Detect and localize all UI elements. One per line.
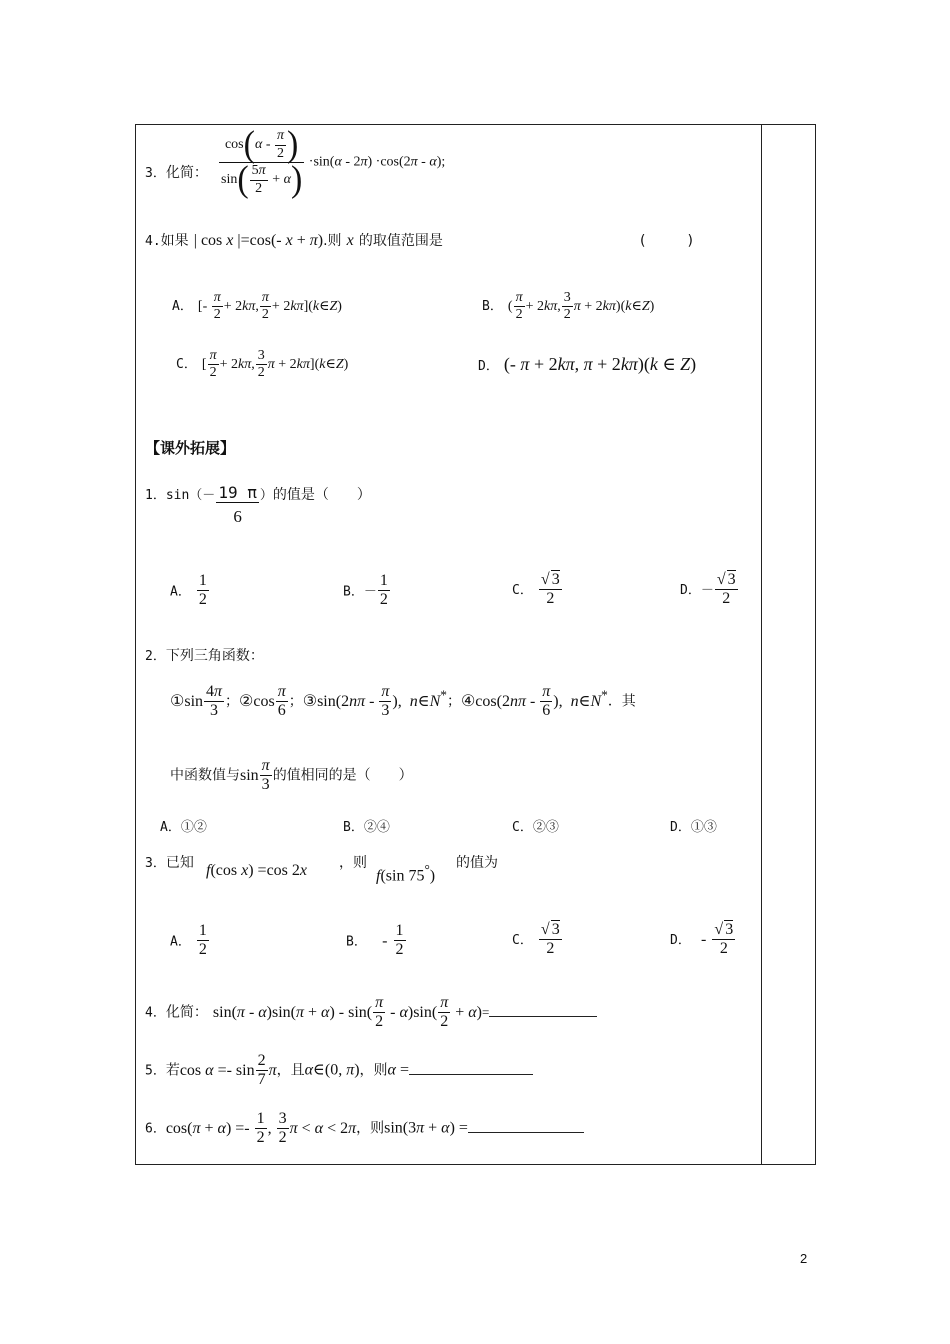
ext-2-line2: ①sin $\frac{4\pi}{3}$ ；②cos $\frac{\pi}{6}$ ；③sin(2nπ - $\frac{\pi}{3}$ ), n∈N*；④cos(2nπ - $\frac{\pi}{6}$ ), n∈N*．其	[170, 683, 636, 720]
ext-6-line: 6．cos(π + α) =- $\frac{1}{2}$ , $\frac{3}{2}$ π < α < 2π，则sin(3π + α) =	[145, 1110, 584, 1148]
p4-option-b: B． ( $\frac{\pi}{2}$ + 2kπ, $\frac{3}{2}$ π + 2kπ)(k∈Z)	[482, 290, 655, 323]
ext-3-option-c: C． $\frac{√ 3}{2}$	[512, 921, 560, 958]
ext-3-given: f(cos x) =cos 2x	[206, 862, 308, 879]
ext-1-line: 1．sin（－ $\frac{19 \pi}{6}$ ）的值是（ ）	[145, 483, 371, 527]
ext-5-answer-blank[interactable]	[409, 1074, 533, 1075]
ext-2-option-c: C．②③	[512, 820, 559, 835]
ext-3-suffix: 的值为	[456, 855, 498, 871]
p4-option-c: C． [ $\frac{\pi}{2}$ + 2kπ, $\frac{3}{2}$ π + 2kπ](k∈Z)	[176, 348, 349, 381]
ext-4-answer-blank[interactable]	[489, 1016, 597, 1017]
answer-paren: ( )	[640, 233, 693, 249]
problem-3-expression: cos(α - $\frac{\pi}{2}$ ) sin( $\frac{5\pi}{2}$ + α) ·sin(α - 2π) ·cos(2π - α);	[221, 124, 446, 200]
ext-1-option-d: D．－ $\frac{√ 3}{2}$	[680, 571, 736, 608]
ext-6-answer-blank[interactable]	[468, 1132, 584, 1133]
ext-3-option-d: D． - $\frac{√ 3}{2}$	[670, 921, 734, 958]
ext-2-line3: 中函数值与sin $\frac{\pi}{3}$ 的值相同的是（ ）	[170, 757, 413, 794]
column-divider	[761, 125, 762, 1164]
ext-2-option-a: A．①②	[160, 820, 207, 835]
ext-3-then: ，则	[339, 855, 367, 871]
ext-4-line: 4．化简： sin(π - α)sin(π + α) - sin( $\frac{\pi}{2}$ - α)sin( $\frac{\pi}{2}$ + α)=	[145, 994, 597, 1032]
p4-option-a: A． [- $\frac{\pi}{2}$ + 2kπ, $\frac{\pi}{2}$ + 2kπ](k∈Z)	[172, 290, 342, 323]
ext-2-option-d: D．①③	[670, 820, 717, 835]
ext-3-target: f(sin 75°)	[376, 862, 436, 885]
ext-1-option-c: C． $\frac{√ 3}{2}$	[512, 571, 560, 608]
p4-option-d: D． (- π + 2kπ, π + 2kπ)(k ∈ Z)	[478, 354, 697, 374]
ext-2-line1: 2．下列三角函数：	[145, 648, 264, 664]
ext-1-option-b: B．－ $\frac{1}{2}$	[343, 572, 388, 609]
ext-3-option-a: A． $\frac{1}{2}$	[170, 922, 207, 959]
page-number: 2	[800, 1251, 808, 1266]
section-title: 【课外拓展】	[145, 439, 236, 457]
ext-3-line: 3．已知	[145, 855, 194, 871]
problem-4-line: 4.如果 | cos x |=cos(- x + π).则 x 的取值范围是	[145, 232, 443, 249]
ext-3-option-b: B． - $\frac{1}{2}$	[346, 922, 404, 959]
ext-2-option-b: B．②④	[343, 820, 390, 835]
problem-3-label: 3．化简：	[145, 165, 208, 181]
ext-5-line: 5．若cos α =- sin $\frac{2}{7}$ π，且α∈(0, π)，则α =	[145, 1052, 533, 1090]
ext-1-option-a: A． $\frac{1}{2}$	[170, 572, 207, 609]
